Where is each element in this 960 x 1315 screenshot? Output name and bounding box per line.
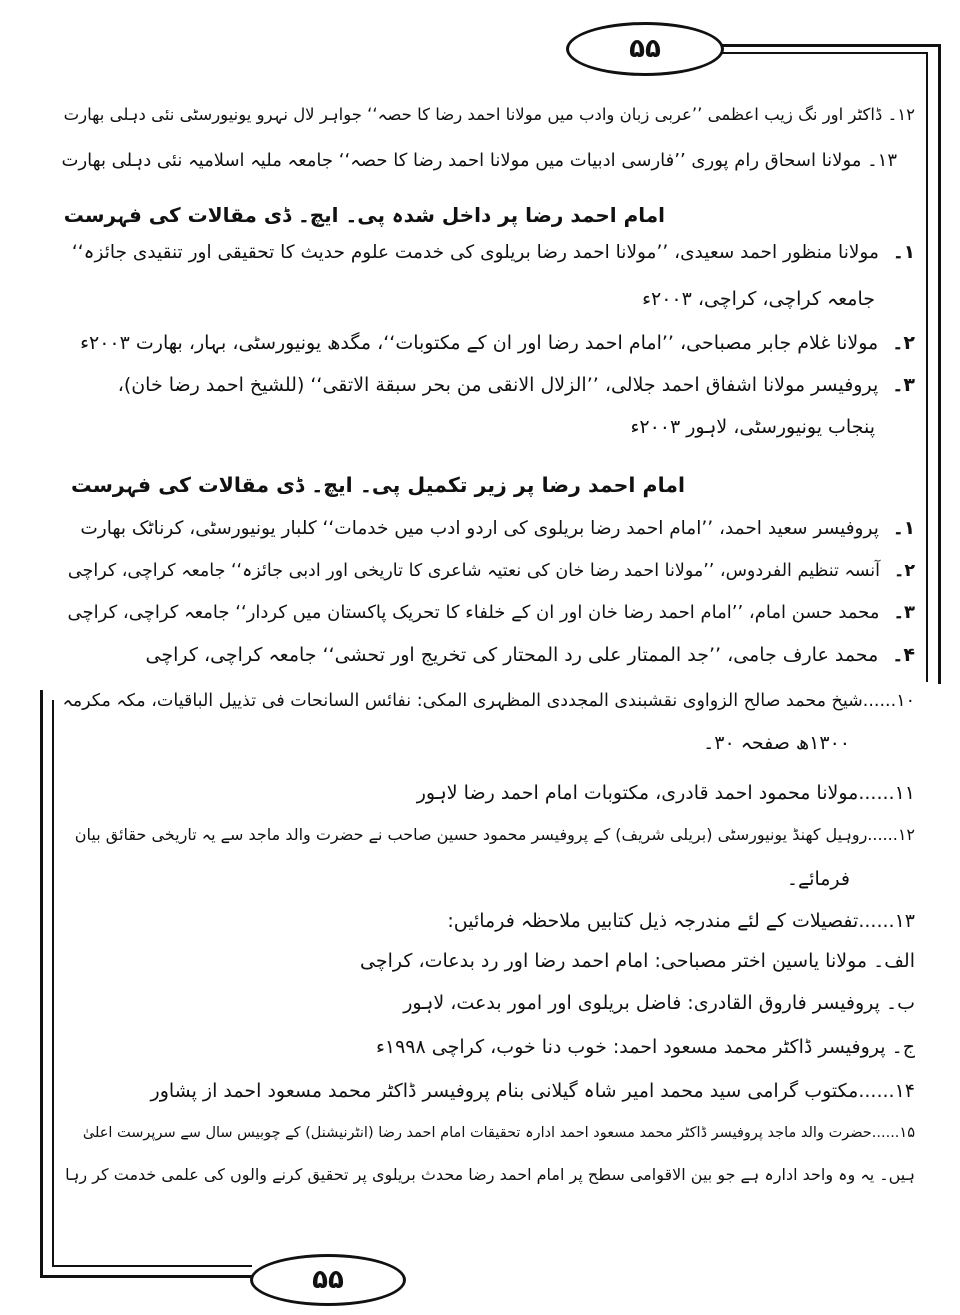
- footnote: ۱۴......مکتوب گرامی سید محمد امیر شاہ گیلانی بنام پروفیسر ڈاکٹر محمد مسعود احمد از پشاور: [150, 1080, 915, 1102]
- list-item: [68, 598, 915, 628]
- list-number: ۳۔: [892, 374, 915, 396]
- footnote-subitem: ب۔ پروفیسر فاروق القادری: فاضل بریلوی اور امور بدعت، لاہور: [403, 992, 915, 1014]
- footnote-subitem: الف۔ مولانا یاسین اختر مصباحی: امام احمد رضا اور رد بدعات، کراچی: [360, 950, 915, 972]
- list-item: [80, 514, 915, 544]
- list-text: مولانا غلام جابر مصباحی، ’’امام احمد رضا اور ان کے مکتوبات‘‘، مگدھ یونیورسٹی، بہار، بھارت ۲۰۰۳ء: [80, 332, 879, 354]
- border-right-line: [938, 44, 941, 684]
- list-item: [80, 328, 915, 358]
- footnote-continuation: فرمائے۔: [786, 868, 850, 890]
- list-item: [72, 238, 915, 268]
- page-number-bottom: ۵۵: [250, 1254, 406, 1306]
- list-number: ۱۔: [892, 242, 915, 263]
- page-number-top: ۵۵: [566, 22, 724, 76]
- footnote: ۱۲......روہیل کھنڈ یونیورسٹی (بریلی شریف) کے پروفیسر محمود حسین صاحب نے حضرت والد ماجد سے یہ تاریخی حقائق بیان: [74, 825, 915, 844]
- list-item: [146, 640, 915, 670]
- list-text: محمد حسن امام، ’’امام احمد رضا خان اور ان کے خلفاء کا تحریک پاکستان میں کردار‘‘ جامعہ کراچی، کراچی: [67, 602, 880, 623]
- list-item: [630, 412, 875, 442]
- list-text: پروفیسر مولانا اشفاق احمد جلالی، ’’الزلال الانقی من بحر سبقة الاتقی‘‘ (للشیخ احمد رضا خان)،: [117, 374, 879, 396]
- list-text: مولانا منظور احمد سعیدی، ’’مولانا احمد رضا بریلوی کی خدمت علوم حدیث کا تحقیقی اور تنقیدی جائزہ‘‘: [71, 242, 879, 263]
- text-line: ۱۳۔ مولانا اسحاق رام پوری ’’فارسی ادبیات میں مولانا احمد رضا کا حصہ‘‘ جامعہ ملیہ اسلامیہ نئی دہلی بھارت: [61, 150, 897, 171]
- list-text: محمد عارف جامی، ’’جد الممتار علی رد المحتار کی تخریج اور تحشی‘‘ جامعہ کراچی، کراچی: [145, 644, 879, 666]
- list-text: جامعہ کراچی، کراچی، ۲۰۰۳ء: [642, 288, 875, 310]
- list-number: ۱۔: [892, 518, 915, 539]
- border-top-line-inner: [718, 52, 926, 54]
- footnote-subitem: ج۔ پروفیسر ڈاکٹر محمد مسعود احمد: خوب دنا خوب، کراچی ۱۹۹۸ء: [375, 1036, 915, 1058]
- border-bottom-line: [40, 1275, 252, 1278]
- footnote: ۱۳......تفصیلات کے لئے مندرجہ ذیل کتابیں ملاحظہ فرمائیں:: [447, 910, 915, 932]
- border-left-line-inner: [52, 700, 54, 1265]
- section-heading: امام احمد رضا پر داخل شدہ پی۔ ایچ۔ ڈی مقالات کی فہرست: [63, 203, 665, 227]
- list-text: آنسہ تنظیم الفردوس، ’’مولانا احمد رضا خان کی نعتیہ شاعری کا تاریخی اور ادبی جائزہ‘‘ جامعہ کراچی، کراچی: [67, 561, 881, 581]
- list-item: [118, 370, 915, 400]
- footnote-continuation: ہیں۔ یہ وہ واحد ادارہ ہے جو بین الاقوامی سطح پر امام احمد رضا محدث بریلوی پر تحقیق کرنے والوں کی علمی خدمت کر رہا: [65, 1165, 915, 1184]
- border-top-line: [718, 44, 940, 47]
- list-item: [68, 556, 915, 586]
- section-heading: امام احمد رضا پر زیر تکمیل پی۔ ایچ۔ ڈی مقالات کی فہرست: [71, 473, 685, 497]
- footnote: ۱۱......مولانا محمود احمد قادری، مکتوبات امام احمد رضا لاہور: [416, 782, 915, 804]
- list-number: ۳۔: [893, 602, 915, 623]
- border-bottom-line-inner: [52, 1265, 252, 1267]
- list-number: ۲۔: [892, 332, 915, 354]
- footnote: ۱۵......حضرت والد ماجد پروفیسر ڈاکٹر محمد مسعود احمد ادارہ تحقیقات امام احمد رضا (انٹرنیشنل) کے چوبیس سال سے سرپرست اعلیٰ: [82, 1125, 915, 1141]
- list-text: پروفیسر سعید احمد، ’’امام احمد رضا بریلوی کی اردو ادب میں خدمات‘‘ کلبار یونیورسٹی، کرناٹک بھارت: [80, 518, 879, 539]
- footnote: ۱۰......شیخ محمد صالح الزواوی نقشبندی المجددی المظہری المکی: نفائس السانحات فی تذییل الباقیات، مکہ مکرمہ: [62, 691, 915, 711]
- list-item: [642, 284, 875, 314]
- list-text: پنجاب یونیورسٹی، لاہور ۲۰۰۳ء: [630, 416, 875, 438]
- text-line: ۱۲۔ ڈاکٹر اور نگ زیب اعظمی ’’عربی زبان وادب میں مولانا احمد رضا کا حصہ‘‘ جواہر لال نہرو یونیورسٹی نئی دہلی بھارت: [63, 105, 915, 124]
- footnote-continuation: ۱۳۰۰ھ صفحہ ۳۰۔: [703, 732, 850, 754]
- border-left-line: [40, 690, 43, 1275]
- border-right-line-inner: [926, 52, 928, 682]
- list-number: ۲۔: [894, 561, 915, 581]
- list-number: ۴۔: [892, 644, 915, 666]
